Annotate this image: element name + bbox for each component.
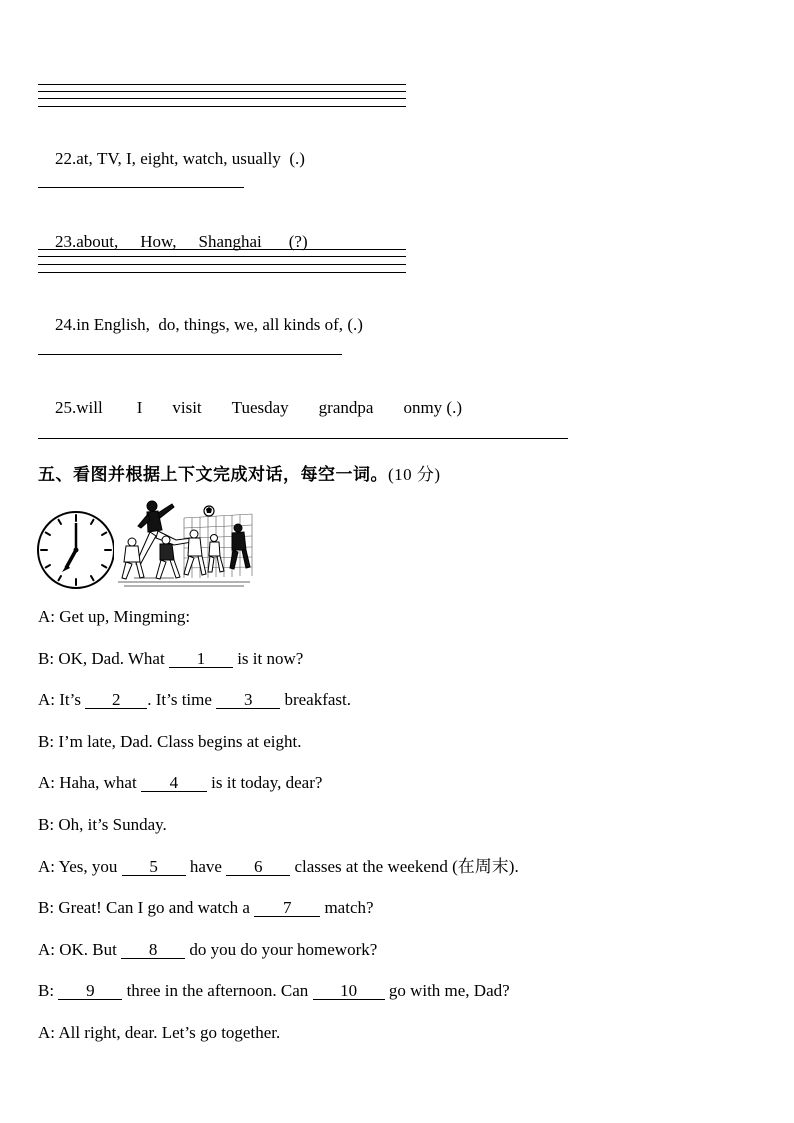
answer-line (38, 438, 568, 439)
dialogue-line (38, 857, 519, 877)
answer-line (38, 354, 342, 355)
dialogue-line (38, 1023, 280, 1043)
word: in English, (76, 315, 150, 334)
word: visit (172, 398, 202, 417)
section-title: 五、看图并根据上下文完成对话，每空一词。 (38, 465, 388, 485)
speaker-label: A: (38, 857, 55, 876)
word: Shanghai (198, 232, 262, 251)
blank-6[interactable]: 6 (226, 859, 290, 876)
dialogue-text: Yes, you (58, 857, 122, 876)
section-score: (10 分) (388, 465, 441, 484)
word: grandpa (318, 398, 374, 417)
speaker-label: B: (38, 898, 55, 917)
answer-line (38, 256, 406, 257)
dialogue-text: breakfast. (280, 690, 351, 709)
answer-line (38, 187, 244, 188)
dialogue-line (38, 649, 303, 669)
word: Tuesday (231, 398, 289, 417)
word: onmy (.) (403, 398, 462, 417)
speaker-label: B: (38, 649, 55, 668)
blank-3[interactable]: 3 (216, 692, 280, 709)
question-22 (38, 129, 305, 189)
dialogue-text: OK. But (59, 940, 122, 959)
dialogue-text: It’s (59, 690, 86, 709)
dialogue-text: classes at the weekend (在周末). (290, 857, 519, 876)
dialogue-text: go with me, Dad? (384, 981, 510, 1000)
dialogue-text: three in the afternoon. Can (122, 981, 313, 1000)
word: will (76, 398, 103, 417)
dialogue-text: Oh, it’s Sunday. (58, 815, 167, 834)
blank-1[interactable]: 1 (169, 651, 233, 668)
dialogue-line (38, 981, 510, 1001)
word: watch, (182, 149, 228, 168)
blank-7[interactable]: 7 (254, 900, 320, 917)
speaker-label: A: (38, 940, 55, 959)
answer-line (38, 84, 406, 85)
word: How, (140, 232, 177, 251)
dialogue-text: I’m late, Dad. Class begins at eight. (58, 732, 302, 751)
dialogue-text: is it now? (232, 649, 304, 668)
dialogue-line (38, 940, 377, 960)
word: about, (76, 232, 119, 251)
dialogue-line (38, 773, 322, 793)
dialogue-text: Great! Can I go and watch a (58, 898, 255, 917)
word: usually (231, 149, 281, 168)
section-heading (38, 460, 441, 485)
speaker-label: A: (38, 1023, 55, 1042)
question-number: 23. (55, 232, 77, 251)
speaker-label: B: (38, 732, 55, 751)
question-number: 25. (55, 398, 77, 417)
word: I, (126, 149, 136, 168)
blank-9[interactable]: 9 (58, 983, 122, 1000)
dialogue-line (38, 690, 351, 710)
blank-2[interactable]: 2 (85, 692, 147, 709)
question-number: 22. (55, 149, 77, 168)
dialogue-text: Haha, what (59, 773, 141, 792)
blank-8[interactable]: 8 (121, 942, 185, 959)
dialogue-line (38, 815, 167, 835)
answer-line (38, 249, 406, 250)
word: eight, (140, 149, 179, 168)
question-23 (38, 212, 308, 272)
blank-10[interactable]: 10 (313, 983, 385, 1000)
word: (.) (289, 149, 305, 168)
blank-5[interactable]: 5 (122, 859, 186, 876)
question-25 (38, 378, 462, 438)
answer-line (38, 272, 406, 273)
answer-line (38, 106, 406, 107)
dialogue-text: match? (320, 898, 374, 917)
speaker-label: B: (38, 815, 55, 834)
speaker-label: A: (38, 690, 55, 709)
answer-line (38, 98, 406, 99)
word: at, (76, 149, 93, 168)
dialogue-line (38, 607, 190, 627)
answer-line (38, 264, 406, 265)
dialogue-line (38, 732, 301, 752)
word: (.) (347, 315, 363, 334)
question-24 (38, 295, 363, 355)
word: TV, (97, 149, 122, 168)
clock-illustration (36, 510, 118, 592)
question-number: 24. (55, 315, 77, 334)
football-match-illustration (114, 498, 254, 590)
dialogue-text: have (185, 857, 227, 876)
word: I (136, 398, 143, 417)
answer-line (38, 91, 406, 92)
word: things, (183, 315, 230, 334)
word: do, (158, 315, 180, 334)
speaker-label: B: (38, 981, 55, 1000)
blank-4[interactable]: 4 (141, 775, 207, 792)
word: (?) (288, 232, 308, 251)
dialogue-text: All right, dear. Let’s go together. (58, 1023, 281, 1042)
dialogue-text: is it today, dear? (206, 773, 323, 792)
speaker-label: A: (38, 607, 55, 626)
dialogue-line (38, 898, 374, 918)
dialogue-text: do you do your homework? (185, 940, 378, 959)
word: all kinds of, (262, 315, 344, 334)
word: we, (233, 315, 259, 334)
speaker-label: A: (38, 773, 55, 792)
dialogue-text: Get up, Mingming: (59, 607, 191, 626)
dialogue-text: OK, Dad. What (58, 649, 169, 668)
dialogue-text: . It’s time (147, 690, 217, 709)
